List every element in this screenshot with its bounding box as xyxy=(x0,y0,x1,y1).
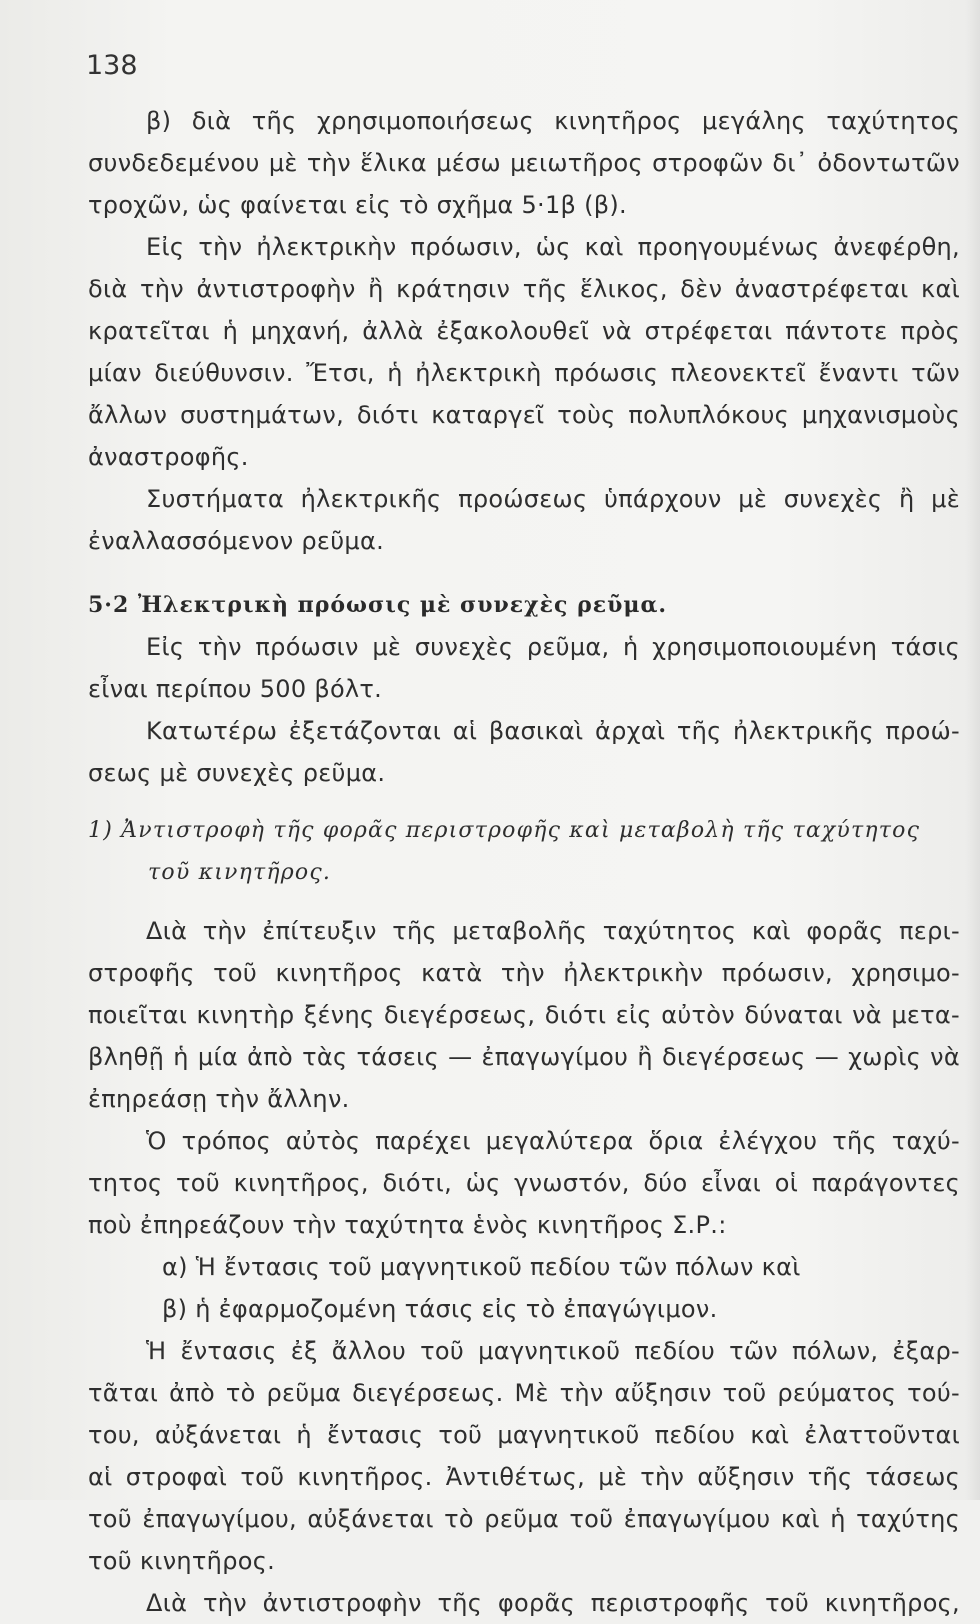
text-line: στροφῆς τοῦ κινητῆρος κατὰ τὴν ἠλεκτρικὴν πρόωσιν, χρησιμο- xyxy=(88,959,960,987)
text-line: Εἰς τὴν πρόωσιν μὲ συνεχὲς ρεῦμα, ἡ χρησιμοποιουμένη τάσις xyxy=(146,633,960,661)
paragraph-group-1 xyxy=(88,100,960,562)
text-line: ποιεῖται κινητὴρ ξένης διεγέρσεως, διότι εἰς αὐτὸν δύναται νὰ μετα- xyxy=(88,1001,960,1029)
text-line: σεως μὲ συνεχὲς ρεῦμα. xyxy=(88,759,386,787)
text-line: β) ἡ ἐφαρμοζομένη τάσις εἰς τὸ ἐπαγώγιμον. xyxy=(162,1295,718,1323)
text-line: Κατωτέρω ἐξετάζονται αἱ βασικαὶ ἀρχαὶ τῆς ἠλεκτρικῆς προώ- xyxy=(146,717,960,745)
text-line: Διὰ τὴν ἀντιστροφὴν τῆς φορᾶς περιστροφῆς τοῦ κινητῆρος, xyxy=(146,1589,960,1617)
text-line: β) διὰ τῆς χρησιμοποιήσεως κινητῆρος μεγάλης ταχύτητος xyxy=(146,107,960,135)
text-line: του, αὐξάνεται ἡ ἔντασις τοῦ μαγνητικοῦ πεδίου καὶ ἐλαττοῦνται xyxy=(88,1421,960,1449)
text-line: εἶναι περίπου 500 βόλτ. xyxy=(88,675,383,703)
text-line: κρατεῖται ἡ μηχανή, ἀλλὰ ἐξακολουθεῖ νὰ στρέφεται πάντοτε πρὸς xyxy=(88,317,960,345)
text-line: Ὁ τρόπος αὐτὸς παρέχει μεγαλύτερα ὅρια ἐλέγχου τῆς ταχύ- xyxy=(146,1127,960,1155)
spacer xyxy=(88,562,960,584)
text-line: Ἡ ἔντασις ἐξ ἄλλου τοῦ μαγνητικοῦ πεδίου τῶν πόλων, ἐξαρ- xyxy=(146,1337,960,1365)
paragraph-group-3 xyxy=(88,910,960,1624)
text-line: α) Ἡ ἔντασις τοῦ μαγνητικοῦ πεδίου τῶν πόλων καὶ xyxy=(162,1253,801,1281)
spacer xyxy=(88,794,960,810)
text-line: ἄλλων συστημάτων, διότι καταργεῖ τοὺς πολυπλόκους μηχανισμοὺς xyxy=(88,401,960,429)
text-line: τητος τοῦ κινητῆρος, διότι, ὡς γνωστόν, δύο εἶναι οἱ παράγοντες xyxy=(88,1169,960,1197)
paragraph-group-2 xyxy=(88,626,960,794)
subsection-heading-line-2: τοῦ κινητῆρος. xyxy=(148,860,332,885)
text-line: συνδεδεμένου μὲ τὴν ἕλικα μέσω μειωτῆρος στροφῶν δι᾿ ὀδοντωτῶν xyxy=(88,149,960,177)
text-line: αἱ στροφαὶ τοῦ κινητῆρος. Ἀντιθέτως, μὲ τὴν αὔξησιν τῆς τάσεως xyxy=(88,1463,960,1491)
text-line: διὰ τὴν ἀντιστροφὴν ἢ κράτησιν τῆς ἕλικος, δὲν ἀναστρέφεται καὶ xyxy=(88,275,960,303)
text-line: τοῦ κινητῆρος. xyxy=(88,1547,276,1575)
text-line: τᾶται ἀπὸ τὸ ρεῦμα διεγέρσεως. Μὲ τὴν αὔξησιν τοῦ ρεύματος τού- xyxy=(88,1379,960,1407)
text-line: μίαν διεύθυνσιν. Ἔτσι, ἡ ἠλεκτρικὴ πρόωσις πλεονεκτεῖ ἔναντι τῶν xyxy=(88,359,960,387)
spacer xyxy=(88,894,960,910)
page-edge-shadow xyxy=(966,0,980,1500)
text-line: ἀναστροφῆς. xyxy=(88,443,249,471)
body-text xyxy=(88,100,960,1624)
subsection-heading-line-1: 1) Ἀντιστροφὴ τῆς φορᾶς περιστροφῆς καὶ μεταβολὴ τῆς ταχύτητος xyxy=(88,818,921,843)
text-line: ποὺ ἐπηρεάζουν τὴν ταχύτητα ἑνὸς κινητῆρος Σ.Ρ.: xyxy=(88,1211,727,1239)
section-heading: 5·2 Ἠλεκτρικὴ πρόωσις μὲ συνεχὲς ρεῦμα. xyxy=(88,592,668,618)
text-line: Εἰς τὴν ἠλεκτρικὴν πρόωσιν, ὡς καὶ προηγουμένως ἀνεφέρθη, xyxy=(146,233,960,261)
text-line: ἐπηρεάσῃ τὴν ἄλλην. xyxy=(88,1085,350,1113)
text-line: τροχῶν, ὡς φαίνεται εἰς τὸ σχῆμα 5·1β (β). xyxy=(88,191,627,219)
page-number: 138 xyxy=(86,50,138,81)
text-line: Διὰ τὴν ἐπίτευξιν τῆς μεταβολῆς ταχύτητος καὶ φορᾶς περι- xyxy=(146,917,960,945)
text-line: βληθῇ ἡ μία ἀπὸ τὰς τάσεις — ἐπαγωγίμου ἢ διεγέρσεως — χωρὶς νὰ xyxy=(88,1043,960,1071)
text-line: ἐναλλασσόμενον ρεῦμα. xyxy=(88,527,385,555)
text-line: τοῦ ἐπαγωγίμου, αὐξάνεται τὸ ρεῦμα τοῦ ἐπαγωγίμου καὶ ἡ ταχύτης xyxy=(88,1505,960,1533)
text-line: Συστήματα ἠλεκτρικῆς προώσεως ὑπάρχουν μὲ συνεχὲς ἢ μὲ xyxy=(146,485,960,513)
